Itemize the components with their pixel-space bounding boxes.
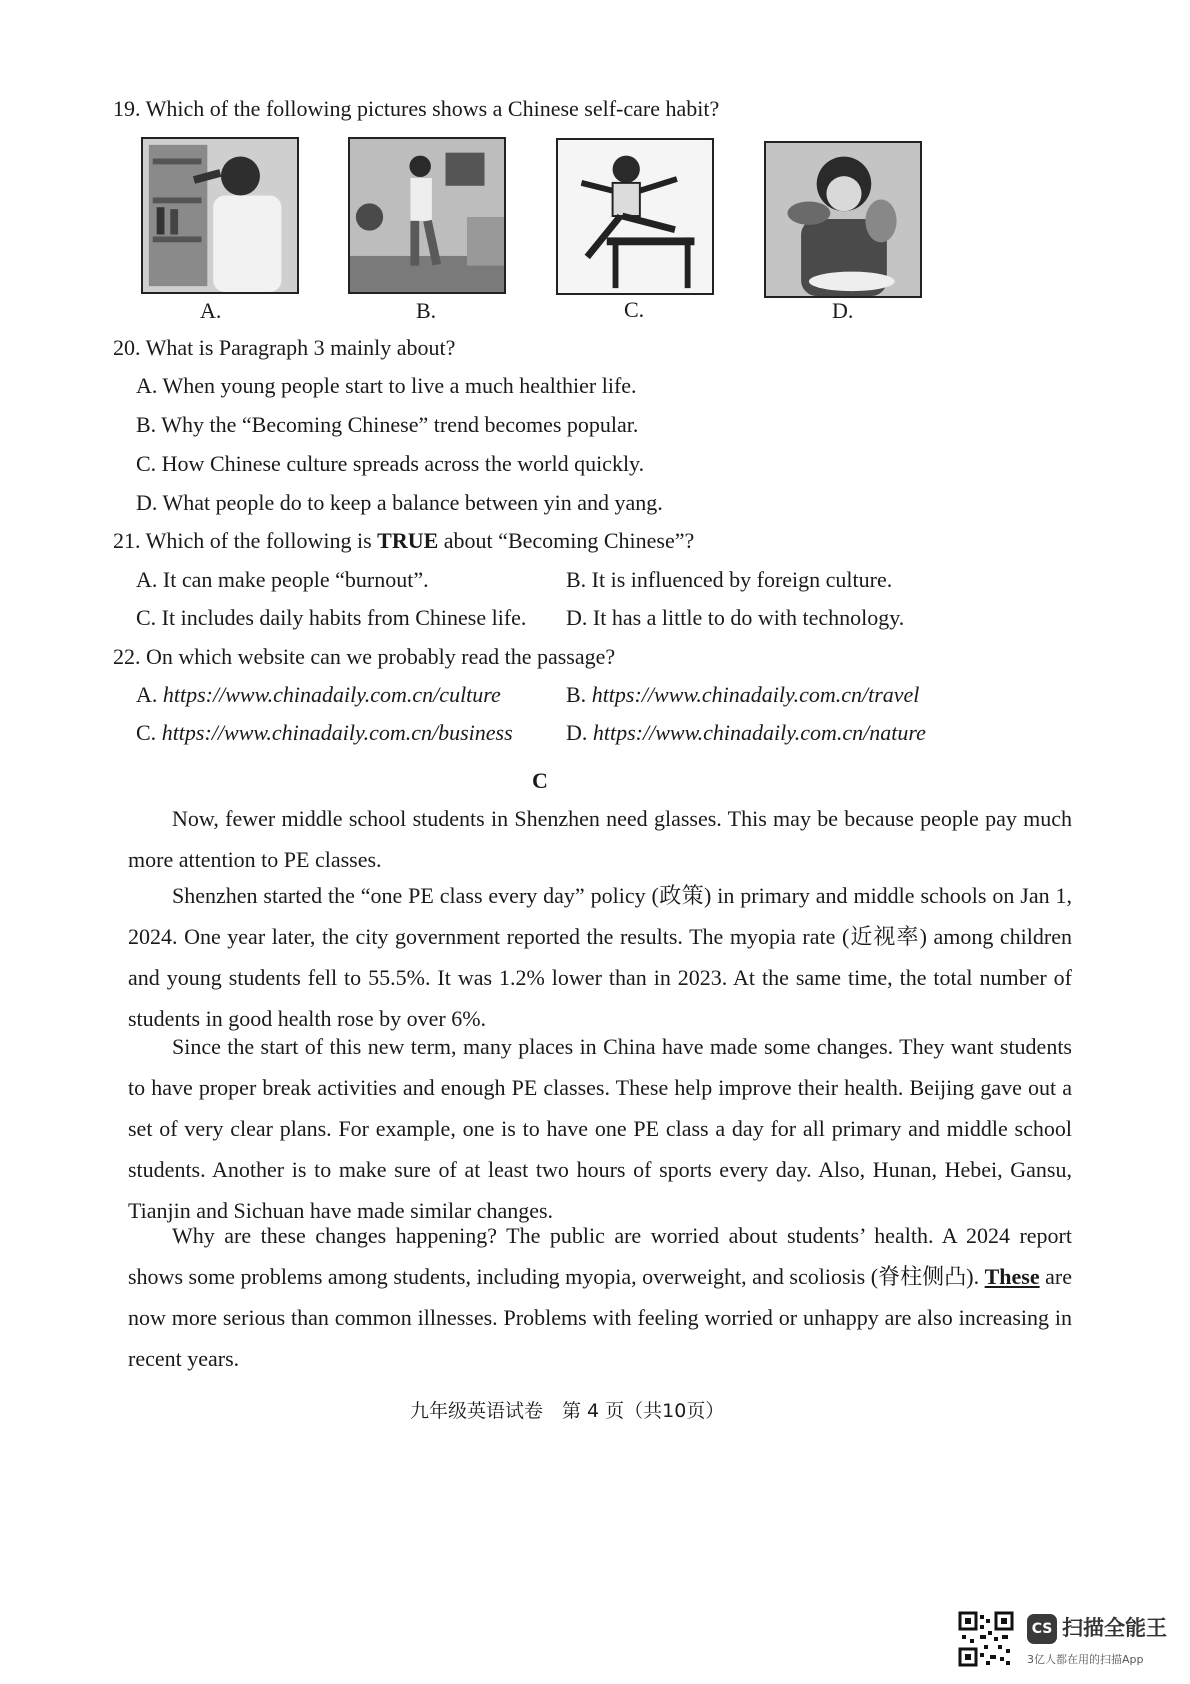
section-c-paragraph-3: Since the start of this new term, many places in China have made some changes. They want students to have proper break activities and enough PE classes. These help improve their health. Beijing gave out a set of very clear plans. For example, one is to have one PE class a day for all primary and middle school students. Another is to make sure of at least two hours of sports every day. Also, Hunan, Hebei, Gansu, Tianjin and Sichuan have made similar changes.	[128, 1034, 1072, 1223]
camscanner-tagline: 3亿人都在用的扫描App	[1027, 1653, 1144, 1666]
q20-option-b: B. Why the “Becoming Chinese” trend becomes popular.	[136, 412, 639, 437]
q21-option-b: B. It is influenced by foreign culture.	[566, 567, 893, 592]
option-d-label: D.	[832, 298, 854, 323]
q22-option-c: C. https://www.chinadaily.com.cn/business	[136, 720, 513, 745]
q22-stem: 22. On which website can we probably read the passage?	[113, 644, 616, 669]
section-c-paragraph-2: Shenzhen started the “one PE class every day” policy (政策) in primary and middle schools on Jan 1, 2024. One year later, the city government reported the results. The myopia rate (近视率) among children and young students fell to 55.5%. It was 1.2% lower than in 2023. At the same time, the total number of students in good health rose by over 6%.	[128, 883, 1072, 1031]
q22-option-d: D. https://www.chinadaily.com.cn/nature	[566, 720, 926, 745]
man-walking-at-home-image	[348, 137, 506, 294]
camscanner-logo: CS	[1027, 1614, 1057, 1644]
q21-option-a: A. It can make people “burnout”.	[136, 567, 429, 592]
q20-option-d: D. What people do to keep a balance between yin and yang.	[136, 490, 663, 515]
section-c-paragraph-4: Why are these changes happening? The public are worried about students’ health. A 2024 report shows some problems among students, including myopia, overweight, and scoliosis (脊柱侧凸). These are now more serious than common illnesses. Problems with feeling worried or unhappy are also increasing in recent years.	[128, 1223, 1073, 1371]
qr-code-icon	[958, 1611, 1014, 1667]
boy-eating-meat-image	[764, 141, 922, 298]
q19-stem: 19. Which of the following pictures shows a Chinese self-care habit?	[113, 96, 720, 121]
q20-stem: 20. What is Paragraph 3 mainly about?	[113, 335, 456, 360]
option-c-label: C.	[624, 297, 645, 322]
q21-option-c: C. It includes daily habits from Chinese life.	[136, 605, 527, 630]
page-footer: 九年级英语试卷 第 4 页（共10页）	[410, 1400, 725, 1422]
q21-stem: 21. Which of the following is TRUE about “Becoming Chinese”?	[113, 528, 695, 553]
section-c-heading: C	[532, 768, 548, 793]
option-a-label: A.	[200, 298, 222, 323]
section-c-paragraph-1: Now, fewer middle school students in Shenzhen need glasses. This may be because people pay much more attention to PE classes.	[128, 806, 1072, 872]
q20-option-c: C. How Chinese culture spreads across the world quickly.	[136, 451, 645, 476]
option-b-label: B.	[416, 298, 437, 323]
boy-hurdling-image	[556, 138, 714, 295]
boy-drinking-at-fridge-image	[141, 137, 299, 294]
q22-option-b: B. https://www.chinadaily.com.cn/travel	[566, 682, 920, 707]
q22-option-a: A. https://www.chinadaily.com.cn/culture	[136, 682, 501, 707]
q20-option-a: A. When young people start to live a much healthier life.	[136, 373, 637, 398]
underlined-word-these: These	[984, 1264, 1040, 1289]
camscanner-name: 扫描全能王	[1062, 1616, 1167, 1640]
q21-option-d: D. It has a little to do with technology.	[566, 605, 905, 630]
